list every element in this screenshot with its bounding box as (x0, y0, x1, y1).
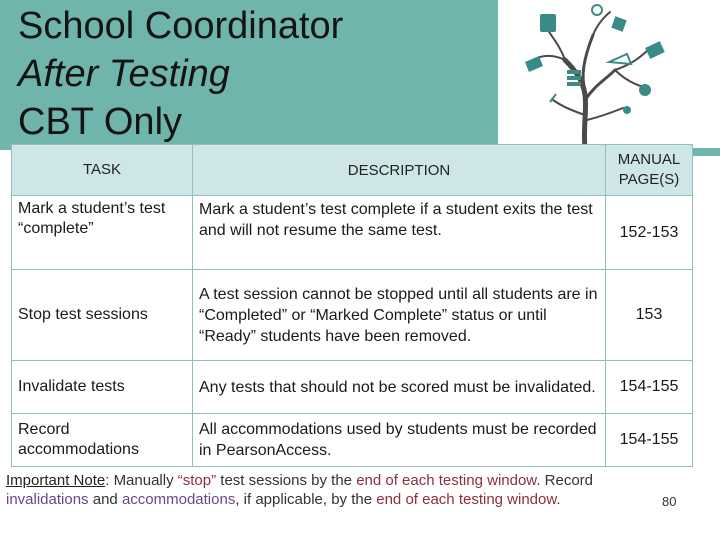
header-manual-pages: MANUAL PAGE(S) (606, 145, 693, 196)
pages-cell: 153 (606, 270, 693, 361)
table-row (12, 361, 693, 414)
note-text: : (105, 472, 114, 489)
slide-subtitle-2: CBT Only (18, 101, 183, 143)
tasks-table (11, 144, 693, 467)
note-emphasis-invalidations: invalidations (6, 491, 89, 508)
note-text: . (556, 491, 561, 508)
table-header-row (12, 145, 693, 196)
pages-cell: 154-155 (606, 361, 693, 414)
description-cell: Mark a student’s test complete if a student exits the test and will not resume the same test. (193, 196, 606, 270)
description-cell: All accommodations used by students must be recorded in PearsonAccess. (193, 414, 606, 467)
note-label: Important Note (6, 472, 106, 489)
table-row (12, 196, 693, 270)
task-cell: Stop test sessions (12, 270, 193, 361)
note-text: , if applicable, by the (235, 491, 377, 508)
task-cell: Mark a student’s test “complete” (12, 196, 193, 270)
note-emphasis-end: end of each testing window (356, 472, 537, 489)
education-tree-icon (505, 0, 690, 150)
header-description: DESCRIPTION (193, 145, 606, 196)
note-emphasis-end: end of each testing window (376, 491, 557, 508)
note-emphasis-accommodations: accommodations (121, 491, 236, 508)
pages-cell: 152-153 (606, 196, 693, 270)
table-row (12, 270, 693, 361)
slide-subtitle: After Testing (18, 53, 230, 95)
task-cell: Record accommodations (12, 414, 193, 467)
pages-cell: 154-155 (606, 414, 693, 467)
note-text: Manually (113, 472, 178, 489)
important-note (6, 471, 656, 509)
task-cell: Invalidate tests (12, 361, 193, 414)
note-text: . Record (536, 472, 594, 489)
note-text: test sessions by the (216, 472, 357, 489)
header-task: TASK (12, 145, 193, 196)
note-emphasis-stop: “stop” (177, 472, 217, 489)
slide-title: School Coordinator (18, 5, 344, 47)
table-row (12, 414, 693, 467)
note-text: and (88, 491, 122, 508)
description-cell: A test session cannot be stopped until all students are in “Completed” or “Marked Complete” status or until “Ready” students have been removed. (193, 270, 606, 361)
page-number: 80 (662, 494, 677, 509)
description-cell: Any tests that should not be scored must be invalidated. (193, 361, 606, 414)
